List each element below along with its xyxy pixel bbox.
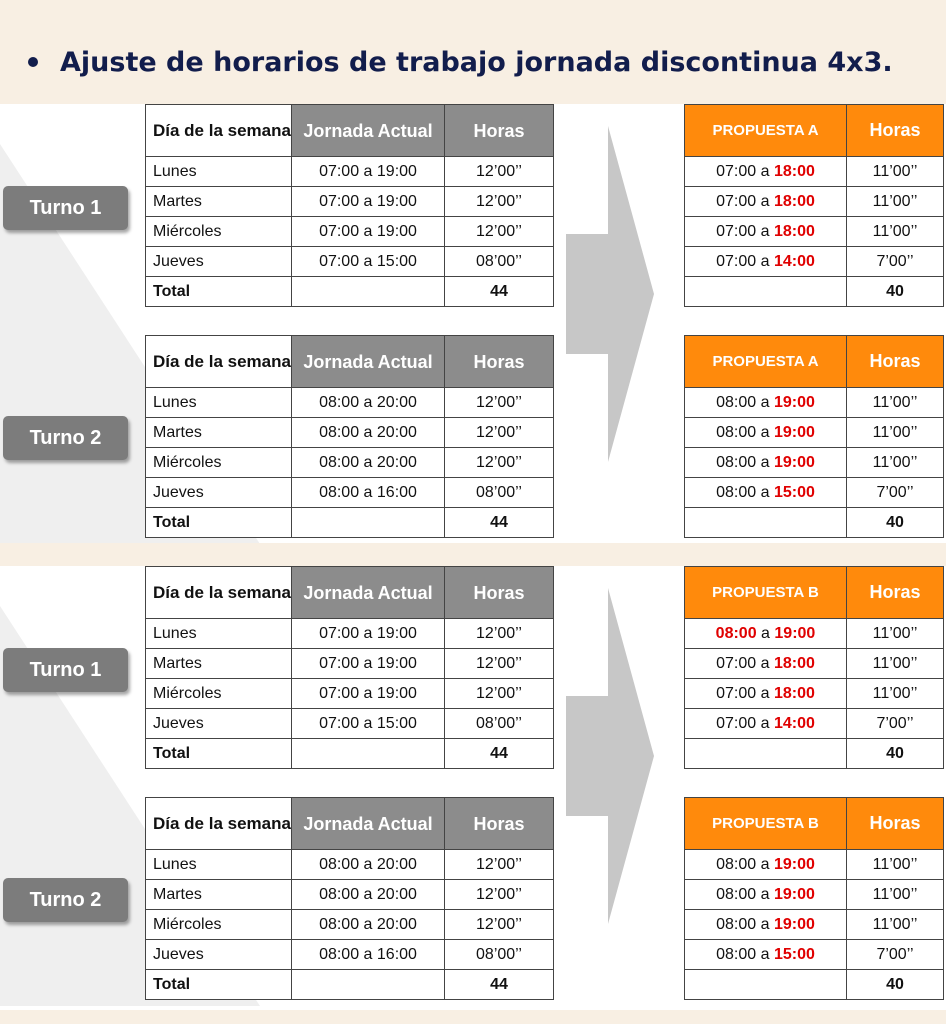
- horas-header: Horas: [847, 336, 944, 388]
- start-time: 07:00: [716, 654, 757, 672]
- start-time: 08:00: [716, 885, 757, 903]
- page-heading: [28, 40, 893, 84]
- horas-header: Horas: [445, 567, 554, 619]
- schedule-cell: 07:00 a 19:00: [292, 187, 445, 217]
- empty-cell: [292, 739, 445, 769]
- hours-cell: 11’00’’: [847, 448, 944, 478]
- hours-cell: 11’00’’: [847, 850, 944, 880]
- hours-cell: 7’00’’: [847, 940, 944, 970]
- hours-cell: 08’00’’: [445, 247, 554, 277]
- hours-cell: 12’00’’: [445, 880, 554, 910]
- propuesta-a-panel: [0, 104, 946, 543]
- start-time: 07:00: [716, 684, 757, 702]
- table-row: [685, 187, 944, 217]
- proposal-schedule-cell: [685, 679, 847, 709]
- table-row: [685, 709, 944, 739]
- table-row: [685, 418, 944, 448]
- start-time: 07:00: [716, 714, 757, 732]
- proposal-schedule-cell: [685, 247, 847, 277]
- table-row: [685, 880, 944, 910]
- day-cell: Miércoles: [146, 217, 292, 247]
- empty-cell: [685, 970, 847, 1000]
- day-header: Día de la semana: [146, 798, 292, 850]
- end-time: 19:00: [773, 885, 815, 903]
- end-time: 14:00: [773, 252, 815, 270]
- empty-cell: [292, 277, 445, 307]
- hours-cell: 12’00’’: [445, 157, 554, 187]
- total-row: [146, 508, 554, 538]
- day-cell: Miércoles: [146, 448, 292, 478]
- hours-cell: 08’00’’: [445, 478, 554, 508]
- day-cell: Jueves: [146, 940, 292, 970]
- turno-1-badge: Turno 1: [3, 648, 128, 692]
- start-time: 08:00: [716, 423, 757, 441]
- hours-cell: 12’00’’: [445, 187, 554, 217]
- end-time: 18:00: [773, 684, 815, 702]
- jornada-header: Jornada Actual: [292, 336, 445, 388]
- end-time: 19:00: [773, 423, 815, 441]
- proposal-schedule-cell: [685, 880, 847, 910]
- proposal-header: PROPUESTA B: [685, 798, 847, 850]
- table-row: [685, 157, 944, 187]
- hours-cell: 11’00’’: [847, 187, 944, 217]
- day-header: Día de la semana: [146, 567, 292, 619]
- header-row: [685, 567, 944, 619]
- table-row: [146, 247, 554, 277]
- time-separator: a: [756, 423, 774, 441]
- schedule-cell: 07:00 a 15:00: [292, 247, 445, 277]
- schedule-cell: 07:00 a 19:00: [292, 619, 445, 649]
- table-row: [685, 478, 944, 508]
- turno-2-badge: Turno 2: [3, 878, 128, 922]
- time-separator: a: [756, 714, 774, 732]
- table-row: [146, 187, 554, 217]
- time-separator: a: [756, 222, 774, 240]
- proposal-table: [684, 566, 944, 769]
- end-time: 19:00: [774, 624, 816, 642]
- time-separator: a: [756, 654, 774, 672]
- horas-header: Horas: [445, 336, 554, 388]
- total-row: [685, 508, 944, 538]
- header-row: [685, 105, 944, 157]
- time-separator: a: [756, 624, 775, 642]
- day-cell: Miércoles: [146, 910, 292, 940]
- end-time: 19:00: [773, 453, 815, 471]
- start-time: 08:00: [716, 855, 757, 873]
- proposal-schedule-cell: [685, 940, 847, 970]
- day-cell: Martes: [146, 649, 292, 679]
- schedule-cell: 08:00 a 20:00: [292, 850, 445, 880]
- end-time: 19:00: [773, 393, 815, 411]
- jornada-header: Jornada Actual: [292, 567, 445, 619]
- hours-cell: 12’00’’: [445, 619, 554, 649]
- time-separator: a: [756, 684, 774, 702]
- time-separator: a: [756, 252, 774, 270]
- time-separator: a: [756, 393, 774, 411]
- total-value: 44: [445, 739, 554, 769]
- time-separator: a: [756, 483, 774, 501]
- proposal-schedule-cell: [685, 448, 847, 478]
- total-value: 44: [445, 277, 554, 307]
- proposal-schedule-cell: [685, 157, 847, 187]
- hours-cell: 12’00’’: [445, 448, 554, 478]
- arrow-right-icon: [566, 126, 666, 462]
- end-time: 15:00: [773, 945, 815, 963]
- proposal-schedule-cell: [685, 217, 847, 247]
- proposal-table: [684, 797, 944, 1000]
- jornada-header: Jornada Actual: [292, 105, 445, 157]
- total-label: Total: [146, 277, 292, 307]
- propuesta-b-panel: [0, 566, 946, 1010]
- hours-cell: 08’00’’: [445, 940, 554, 970]
- end-time: 18:00: [773, 162, 815, 180]
- proposal-schedule-cell: [685, 478, 847, 508]
- time-separator: a: [756, 885, 774, 903]
- schedule-cell: 07:00 a 19:00: [292, 157, 445, 187]
- hours-cell: 11’00’’: [847, 217, 944, 247]
- table-row: [146, 157, 554, 187]
- table-row: [146, 388, 554, 418]
- end-time: 18:00: [773, 222, 815, 240]
- proposal-schedule-cell: [685, 619, 847, 649]
- total-row: [685, 277, 944, 307]
- arrow-right-icon: [566, 588, 666, 924]
- horas-header: Horas: [847, 105, 944, 157]
- empty-cell: [292, 970, 445, 1000]
- start-time: 07:00: [716, 192, 757, 210]
- schedule-cell: 07:00 a 19:00: [292, 649, 445, 679]
- bullet-icon: [28, 57, 38, 67]
- start-time: 07:00: [716, 222, 757, 240]
- table-row: [146, 217, 554, 247]
- empty-cell: [685, 508, 847, 538]
- schedule-cell: 07:00 a 15:00: [292, 709, 445, 739]
- hours-cell: 11’00’’: [847, 910, 944, 940]
- empty-cell: [685, 277, 847, 307]
- hours-cell: 11’00’’: [847, 388, 944, 418]
- table-row: [146, 418, 554, 448]
- day-header: Día de la semana: [146, 336, 292, 388]
- time-separator: a: [756, 453, 774, 471]
- table-row: [146, 619, 554, 649]
- total-value: 40: [847, 508, 944, 538]
- day-cell: Jueves: [146, 478, 292, 508]
- proposal-schedule-cell: [685, 418, 847, 448]
- total-label: Total: [146, 970, 292, 1000]
- jornada-header: Jornada Actual: [292, 798, 445, 850]
- table-row: [146, 478, 554, 508]
- start-time: 08:00: [716, 915, 757, 933]
- start-time: 08:00: [716, 483, 757, 501]
- proposal-schedule-cell: [685, 388, 847, 418]
- hours-cell: 11’00’’: [847, 418, 944, 448]
- hours-cell: 7’00’’: [847, 247, 944, 277]
- day-header: Día de la semana: [146, 105, 292, 157]
- schedule-cell: 08:00 a 20:00: [292, 910, 445, 940]
- schedule-cell: 07:00 a 19:00: [292, 217, 445, 247]
- hours-cell: 08’00’’: [445, 709, 554, 739]
- start-time: 08:00: [716, 393, 757, 411]
- proposal-header: PROPUESTA B: [685, 567, 847, 619]
- table-row: [146, 679, 554, 709]
- current-schedule-table: [145, 566, 554, 769]
- table-row: [146, 880, 554, 910]
- total-row: [146, 739, 554, 769]
- day-cell: Jueves: [146, 247, 292, 277]
- start-time: 08:00: [715, 624, 757, 642]
- table-row: [146, 448, 554, 478]
- table-row: [685, 940, 944, 970]
- schedule-cell: 08:00 a 20:00: [292, 880, 445, 910]
- table-row: [146, 910, 554, 940]
- time-separator: a: [756, 945, 774, 963]
- day-cell: Miércoles: [146, 679, 292, 709]
- table-row: [685, 388, 944, 418]
- hours-cell: 12’00’’: [445, 910, 554, 940]
- heading-text: Ajuste de horarios de trabajo jornada discontinua 4x3.: [60, 46, 893, 78]
- table-row: [146, 940, 554, 970]
- time-separator: a: [756, 162, 774, 180]
- hours-cell: 11’00’’: [847, 679, 944, 709]
- hours-cell: 12’00’’: [445, 649, 554, 679]
- day-cell: Martes: [146, 880, 292, 910]
- hours-cell: 11’00’’: [847, 619, 944, 649]
- turno-1-badge: Turno 1: [3, 186, 128, 230]
- proposal-table: [684, 104, 944, 307]
- total-value: 44: [445, 970, 554, 1000]
- table-row: [146, 649, 554, 679]
- header-row: [146, 567, 554, 619]
- current-schedule-table: [145, 104, 554, 307]
- end-time: 15:00: [773, 483, 815, 501]
- hours-cell: 12’00’’: [445, 217, 554, 247]
- day-cell: Martes: [146, 418, 292, 448]
- end-time: 18:00: [773, 654, 815, 672]
- proposal-schedule-cell: [685, 187, 847, 217]
- day-cell: Lunes: [146, 388, 292, 418]
- schedule-cell: 08:00 a 20:00: [292, 388, 445, 418]
- current-schedule-table: [145, 797, 554, 1000]
- table-row: [685, 448, 944, 478]
- start-time: 07:00: [716, 162, 757, 180]
- schedule-cell: 08:00 a 20:00: [292, 448, 445, 478]
- end-time: 18:00: [773, 192, 815, 210]
- end-time: 19:00: [773, 915, 815, 933]
- total-value: 40: [847, 739, 944, 769]
- hours-cell: 11’00’’: [847, 157, 944, 187]
- proposal-schedule-cell: [685, 649, 847, 679]
- total-value: 44: [445, 508, 554, 538]
- total-row: [685, 970, 944, 1000]
- proposal-schedule-cell: [685, 850, 847, 880]
- table-row: [685, 910, 944, 940]
- total-label: Total: [146, 739, 292, 769]
- header-row: [146, 336, 554, 388]
- proposal-schedule-cell: [685, 709, 847, 739]
- hours-cell: 12’00’’: [445, 679, 554, 709]
- end-time: 14:00: [773, 714, 815, 732]
- horas-header: Horas: [445, 798, 554, 850]
- total-row: [685, 739, 944, 769]
- table-row: [146, 850, 554, 880]
- empty-cell: [685, 739, 847, 769]
- end-time: 19:00: [773, 855, 815, 873]
- total-value: 40: [847, 277, 944, 307]
- table-row: [685, 217, 944, 247]
- proposal-schedule-cell: [685, 910, 847, 940]
- table-row: [685, 649, 944, 679]
- table-row: [685, 679, 944, 709]
- time-separator: a: [756, 915, 774, 933]
- header-row: [146, 798, 554, 850]
- time-separator: a: [756, 855, 774, 873]
- hours-cell: 12’00’’: [445, 388, 554, 418]
- table-row: [685, 850, 944, 880]
- proposal-table: [684, 335, 944, 538]
- horas-header: Horas: [847, 567, 944, 619]
- schedule-cell: 08:00 a 16:00: [292, 478, 445, 508]
- schedule-cell: 08:00 a 20:00: [292, 418, 445, 448]
- total-label: Total: [146, 508, 292, 538]
- day-cell: Lunes: [146, 850, 292, 880]
- current-schedule-table: [145, 335, 554, 538]
- day-cell: Lunes: [146, 157, 292, 187]
- schedule-cell: 07:00 a 19:00: [292, 679, 445, 709]
- turno-2-badge: Turno 2: [3, 416, 128, 460]
- hours-cell: 7’00’’: [847, 709, 944, 739]
- time-separator: a: [756, 192, 774, 210]
- proposal-header: PROPUESTA A: [685, 336, 847, 388]
- total-value: 40: [847, 970, 944, 1000]
- header-row: [146, 105, 554, 157]
- total-row: [146, 970, 554, 1000]
- header-row: [685, 336, 944, 388]
- hours-cell: 12’00’’: [445, 418, 554, 448]
- day-cell: Lunes: [146, 619, 292, 649]
- hours-cell: 11’00’’: [847, 880, 944, 910]
- proposal-header: PROPUESTA A: [685, 105, 847, 157]
- day-cell: Jueves: [146, 709, 292, 739]
- table-row: [685, 619, 944, 649]
- table-row: [146, 709, 554, 739]
- day-cell: Martes: [146, 187, 292, 217]
- start-time: 08:00: [716, 945, 757, 963]
- hours-cell: 11’00’’: [847, 649, 944, 679]
- empty-cell: [292, 508, 445, 538]
- schedule-cell: 08:00 a 16:00: [292, 940, 445, 970]
- header-row: [685, 798, 944, 850]
- start-time: 07:00: [716, 252, 757, 270]
- start-time: 08:00: [716, 453, 757, 471]
- hours-cell: 12’00’’: [445, 850, 554, 880]
- horas-header: Horas: [847, 798, 944, 850]
- horas-header: Horas: [445, 105, 554, 157]
- hours-cell: 7’00’’: [847, 478, 944, 508]
- table-row: [685, 247, 944, 277]
- total-row: [146, 277, 554, 307]
